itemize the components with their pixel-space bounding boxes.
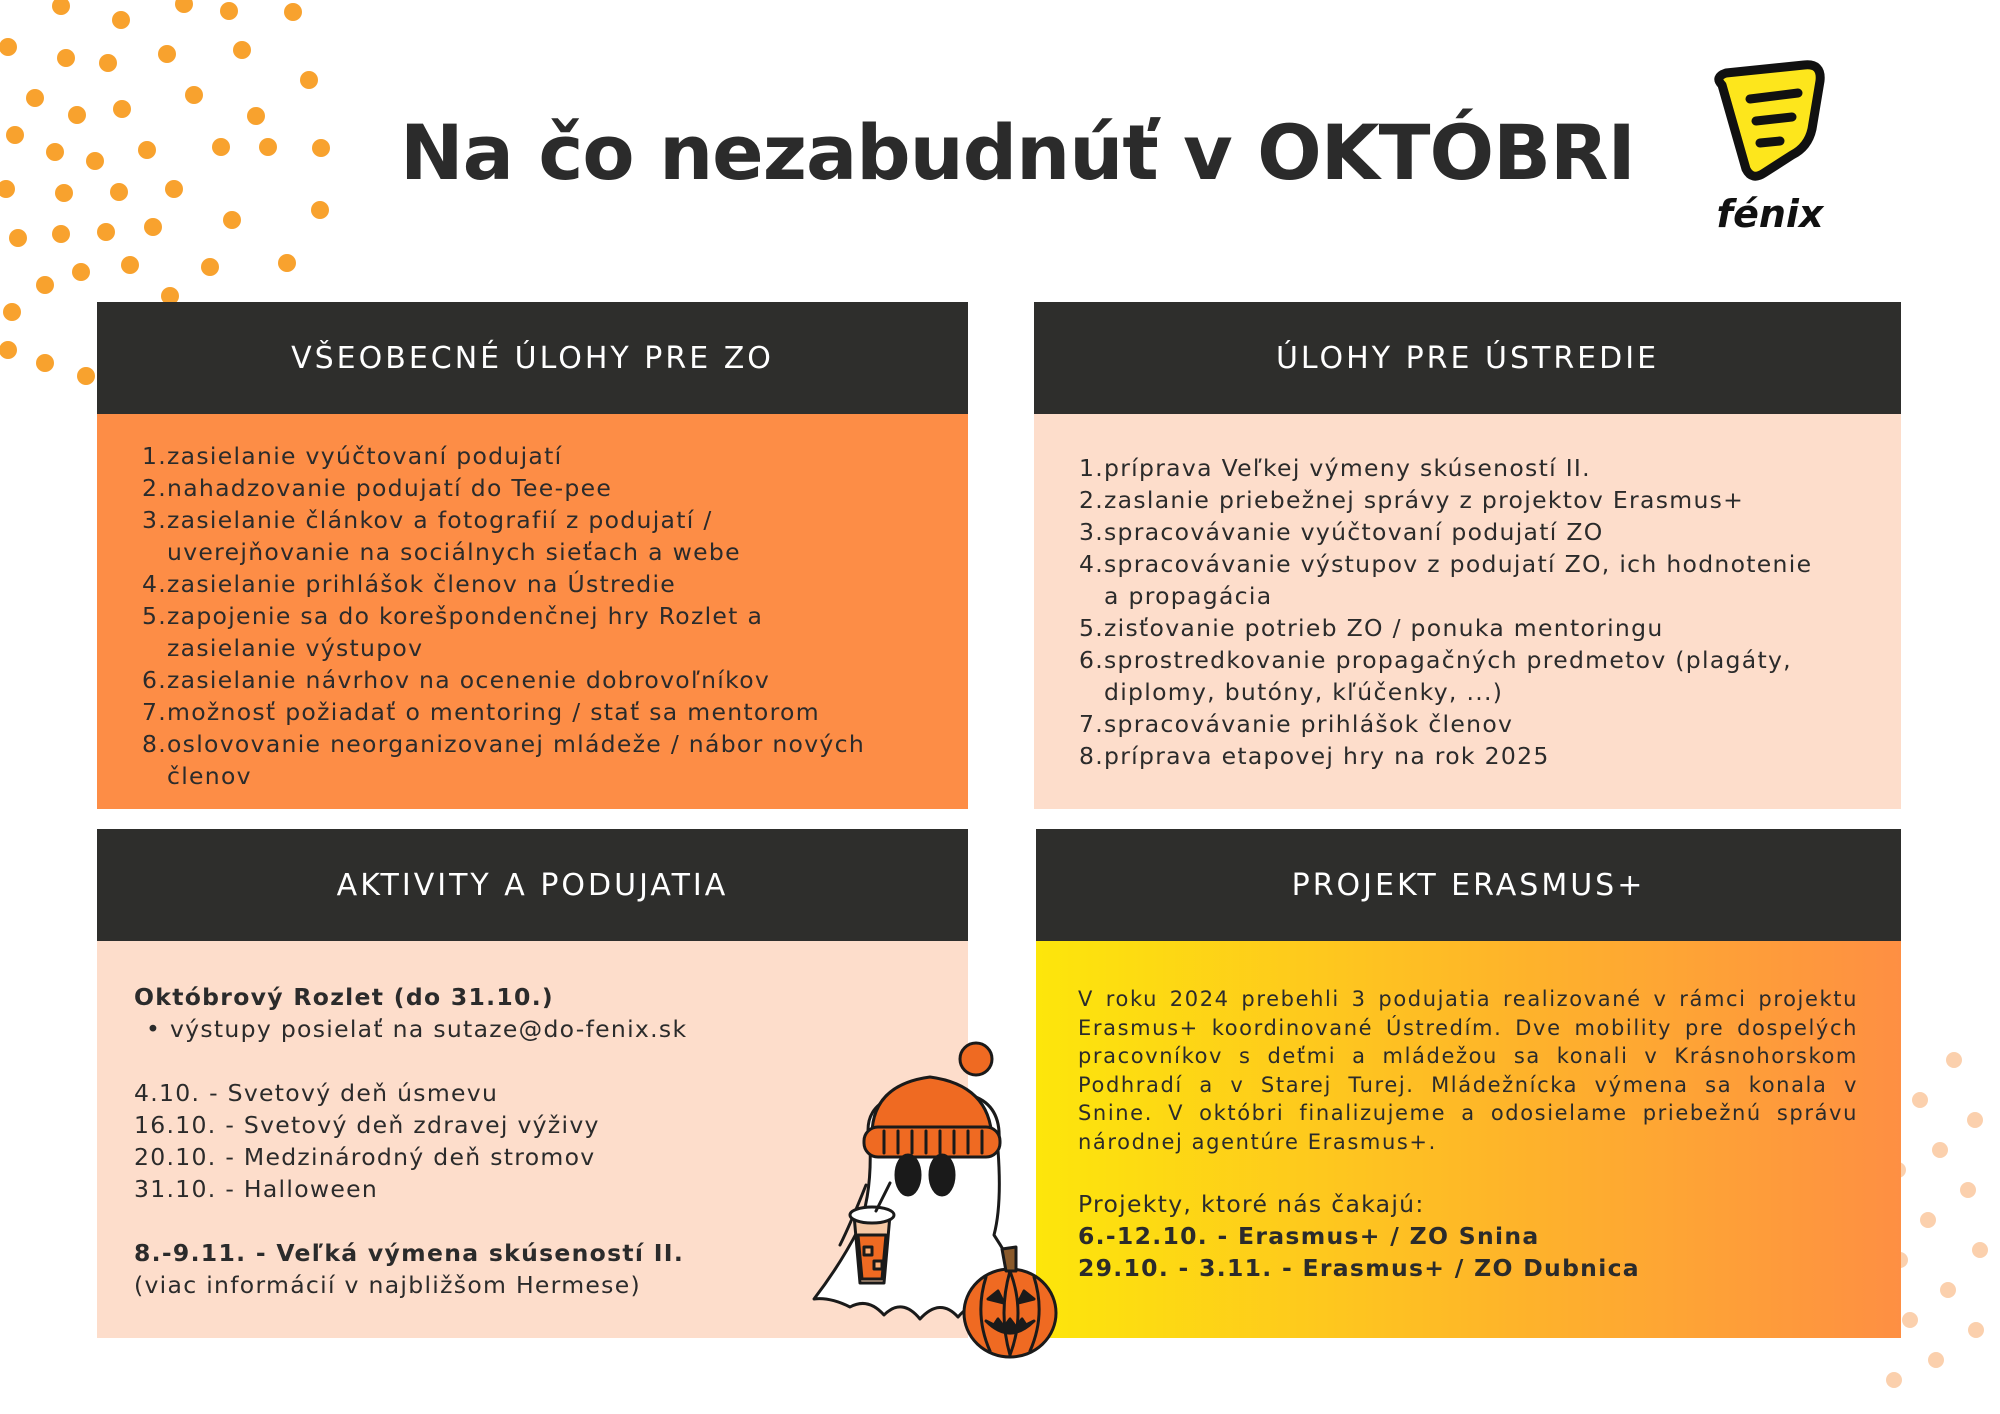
central-tasks-list [1074, 452, 1865, 772]
task-number: 4. [1078, 550, 1104, 578]
task-text [1104, 452, 1865, 484]
task-item [137, 504, 928, 568]
task-number: 6. [141, 666, 167, 694]
task-number: 4. [141, 570, 167, 598]
fenix-logo [1700, 55, 1840, 245]
task-text [167, 504, 928, 568]
task-text [167, 664, 928, 696]
task-number: 5. [141, 602, 167, 630]
task-line: príprava Veľkej výmeny skúseností II. [1104, 454, 1591, 482]
general-tasks-list [137, 440, 928, 792]
task-line: príprava etapovej hry na rok 2025 [1104, 742, 1550, 770]
task-number: 7. [141, 698, 167, 726]
task-text [167, 600, 928, 664]
bullet-mark: • [146, 1015, 162, 1043]
task-number: 2. [1078, 486, 1104, 514]
task-text [1104, 548, 1865, 612]
task-line: zapojenie sa do korešpondenčnej hry Rozlet a [167, 602, 764, 630]
task-text [1104, 612, 1865, 644]
rozlet-bullet-text: výstupy posielať na sutaze@do-fenix.sk [169, 1015, 688, 1043]
task-number: 5. [1078, 614, 1104, 642]
task-item [1074, 452, 1865, 484]
task-number: 7. [1078, 710, 1104, 738]
task-line: členov [167, 762, 252, 790]
task-line: a propagácia [1104, 582, 1273, 610]
logo-wordmark: fénix [1716, 192, 1824, 236]
task-text [1104, 644, 1865, 708]
task-line: nahadzovanie podujatí do Tee-pee [167, 474, 613, 502]
task-item [1074, 548, 1865, 612]
date-item: 4.10. - Svetový deň úsmevu [134, 1079, 499, 1107]
task-number: 3. [141, 506, 167, 534]
project-item: 6.-12.10. - Erasmus+ / ZO Snina [1078, 1222, 1540, 1250]
date-item: 31.10. - Halloween [134, 1175, 379, 1203]
ghost-illustration [780, 1035, 1080, 1375]
task-item [1074, 516, 1865, 548]
erasmus-description: V roku 2024 prebehli 3 podujatia realizované v rámci projektu Erasmus+ koordinované Ústredím. Dve mobility pre dospelých pracovníkov s deťmi a mládežou sa konali v Krásnohorskom Podhradí a v Starej Turej. Mládežnícka výmena sa konala v Snine. V októbri finalizujeme a odosielame priebežnú správu národnej agentúre Erasmus+. [1078, 987, 1858, 1154]
task-item [137, 664, 928, 696]
general-tasks-card [97, 302, 968, 809]
central-tasks-heading: ÚLOHY PRE ÚSTREDIE [1034, 302, 1901, 414]
task-item [1074, 740, 1865, 772]
task-number: 2. [141, 474, 167, 502]
page-title: Na čo nezabudnúť v OKTÓBRI [400, 108, 1635, 197]
erasmus-heading: PROJEKT ERASMUS+ [1036, 829, 1901, 941]
task-text [167, 696, 928, 728]
task-text [167, 472, 928, 504]
task-number: 8. [141, 730, 167, 758]
task-item [137, 600, 928, 664]
task-line: zisťovanie potrieb ZO / ponuka mentoringu [1104, 614, 1664, 642]
task-item [1074, 484, 1865, 516]
task-line: sprostredkovanie propagačných predmetov (plagáty, [1104, 646, 1792, 674]
task-line: zasielanie prihlášok členov na Ústredie [167, 570, 677, 598]
task-text [1104, 740, 1865, 772]
task-line: diplomy, butóny, kľúčenky, ...) [1104, 678, 1504, 706]
task-item [137, 696, 928, 728]
erasmus-card [1036, 829, 1901, 1338]
date-item: 20.10. - Medzinárodný deň stromov [134, 1143, 596, 1171]
general-tasks-body [97, 414, 968, 809]
task-item [137, 472, 928, 504]
task-item [1074, 644, 1865, 708]
task-text [1104, 484, 1865, 516]
task-line: oslovovanie neorganizovanej mládeže / nábor nových [167, 730, 866, 758]
task-item [137, 568, 928, 600]
task-text [167, 568, 928, 600]
task-line: spracovávanie výstupov z podujatí ZO, ich hodnotenie [1104, 550, 1813, 578]
task-line: zasielanie výstupov [167, 634, 424, 662]
task-text [167, 728, 928, 792]
task-number: 1. [141, 442, 167, 470]
central-tasks-body [1034, 414, 1901, 809]
task-item [137, 440, 928, 472]
date-item: 16.10. - Svetový deň zdravej výživy [134, 1111, 600, 1139]
task-line: uverejňovanie na sociálnych sieťach a webe [167, 538, 741, 566]
task-line: zasielanie vyúčtovaní podujatí [167, 442, 563, 470]
task-line: spracovávanie prihlášok členov [1104, 710, 1514, 738]
central-tasks-card [1034, 302, 1901, 809]
rozlet-title: Októbrový Rozlet (do 31.10.) [134, 983, 554, 1011]
upcoming-label: Projekty, ktoré nás čakajú: [1078, 1190, 1425, 1218]
task-number: 6. [1078, 646, 1104, 674]
task-text [1104, 516, 1865, 548]
activities-heading: AKTIVITY A PODUJATIA [97, 829, 968, 941]
task-number: 1. [1078, 454, 1104, 482]
task-item [1074, 708, 1865, 740]
task-line: zaslanie priebežnej správy z projektov Erasmus+ [1104, 486, 1745, 514]
event-title: 8.-9.11. - Veľká výmena skúseností II. [134, 1239, 685, 1267]
task-line: zasielanie článkov a fotografií z podujatí / [167, 506, 713, 534]
general-tasks-heading: VŠEOBECNÉ ÚLOHY PRE ZO [97, 302, 968, 414]
task-line: zasielanie návrhov na ocenenie dobrovoľníkov [167, 666, 771, 694]
event-note: (viac informácií v najbližšom Hermese) [134, 1271, 641, 1299]
task-text [167, 440, 928, 472]
task-line: možnosť požiadať o mentoring / stať sa mentorom [167, 698, 820, 726]
task-text [1104, 708, 1865, 740]
task-item [137, 728, 928, 792]
task-number: 8. [1078, 742, 1104, 770]
task-item [1074, 612, 1865, 644]
erasmus-body [1036, 941, 1901, 1338]
task-line: spracovávanie vyúčtovaní podujatí ZO [1104, 518, 1604, 546]
project-item: 29.10. - 3.11. - Erasmus+ / ZO Dubnica [1078, 1254, 1640, 1282]
task-number: 3. [1078, 518, 1104, 546]
